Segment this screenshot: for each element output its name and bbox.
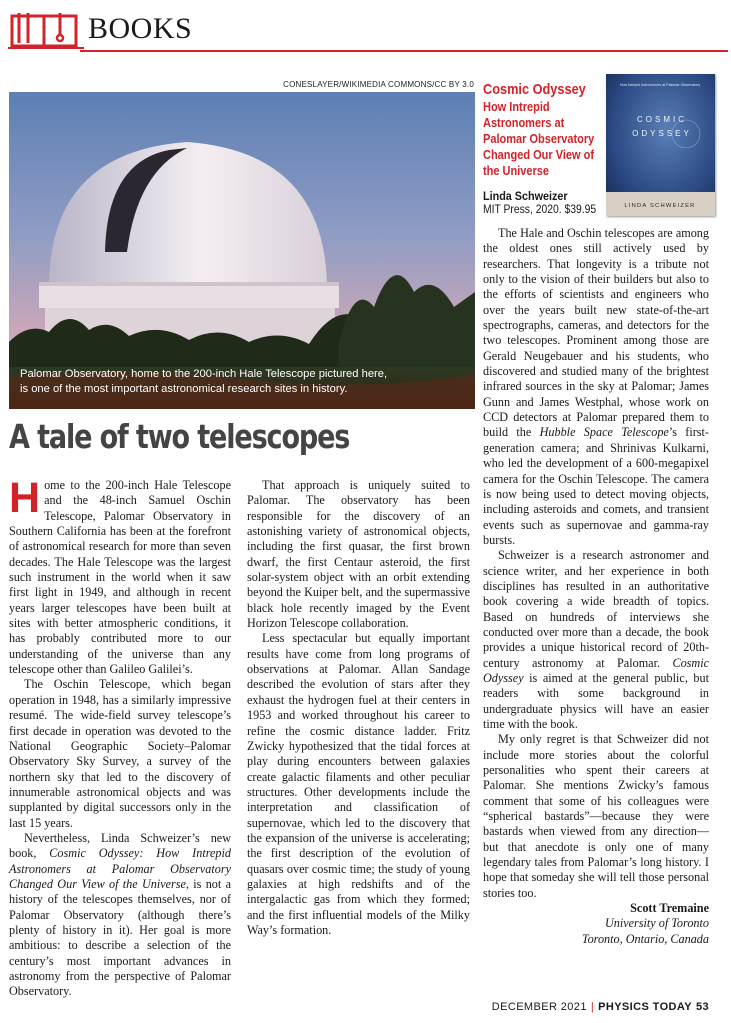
paragraph-7-a: Schweizer is a research astronomer and science writer, and her experience in both disciplines has resulted in an authoritative book covering a wide breadth of topics. Based on hundreds of interviews she conducted over more than a decade, the book provides a unique historical record of 20th-century astronomy at Palomar. — [483, 548, 709, 670]
reviewer-name: Scott Tremaine — [630, 901, 709, 916]
article-column-1 — [9, 474, 231, 1000]
book-author: Linda Schweizer — [483, 189, 568, 203]
paragraph-5: Less spectacular but equally important results have come from long programs of observations at Palomar. Allan Sandage described the evolution of stars after they exhaust the hydrogen fuel at their centers in 1953 and worked throughout his career to refine the cosmic distance ladder. Fritz Zwicky hypothesized that the tidal forces at play during encounters between galaxies create galactic filaments and other peculiar structures. Other developments include the interpretation and classification of supernovae, which led to the discovery that the expansion of the universe is accelerating; the first description of the evolution of quasars over cosmic time; the study of young galaxies at high redshifts and of the intergalactic gas from which they formed; and the first influential models of the Milky Way’s formation. — [247, 631, 470, 937]
reviewer-location: Toronto, Ontario, Canada — [581, 931, 709, 946]
paragraph-7-b: is aimed at the general public, but readers with some background in undergraduate physics will have an easier time with the book. — [483, 670, 709, 731]
paragraph-2: The Oschin Telescope, which began operation in 1948, has a similarly impressive resumé. The wide-field survey telescope’s first decade in operation was devoted to the National Geographic Society–Palomar Observatory Sky Survey, a survey of the northern sky that led to the discovery of innumerable astronomical objects and was supplanted by digital successors only in the last 15 years. — [9, 677, 231, 830]
paragraph-6 — [483, 226, 709, 548]
paragraph-3-b: , is not a history of the telescopes themselves, nor of Palomar Observatory (although there’s plenty of history in it). Her goal is more ambitious: to describe a selection of the century’s most important advances in astronomy from the perspective of Palomar Observatory. — [9, 876, 231, 999]
paragraph-1 — [9, 474, 231, 677]
paragraph-3-a: Nevertheless, Linda Schweizer’s new book, — [9, 830, 231, 861]
footer-separator: | — [590, 1001, 595, 1013]
open-book-icon — [8, 10, 86, 50]
article-column-3 — [483, 226, 709, 947]
section-title: BOOKS — [88, 12, 193, 45]
cover-top-text: How Intrepid Astronomers at Palomar Observatory — [619, 83, 701, 87]
observatory-photo — [9, 92, 475, 409]
article-column-2 — [247, 478, 470, 938]
reviewer-affiliation: University of Toronto — [604, 916, 709, 931]
book-info — [483, 80, 623, 179]
page-number: 53 — [695, 1001, 709, 1013]
paragraph-6-a: The Hale and Oschin telescopes are among the oldest ones still actively used by researchers. That longevity is a tribute not only to the vision of their builders but also to the efforts of scientists and engineers who over the years built new state-of-the-art spectrographs, cameras, and detectors for the two telescopes. Prominent among those are Gerald Neugebauer and his students, who discovered and studied many of the brightest infrared sources in the sky at Palomar; James Gunn and James Westphal, whose work on CCD detectors at Palomar prepared them to build the — [483, 226, 709, 440]
article-headline: A tale of two telescopes — [9, 417, 350, 456]
book-publisher: MIT Press, 2020. $39.95 — [483, 204, 597, 216]
footer-issue: DECEMBER 2021 — [491, 1001, 587, 1013]
drop-cap: H — [9, 474, 41, 522]
paragraph-7 — [483, 548, 709, 732]
book-cover — [606, 74, 715, 216]
caption-line-2: is one of the most important astronomical research sites in history. — [20, 383, 348, 395]
reviewer-signature — [483, 901, 709, 947]
paragraph-4: That approach is uniquely suited to Palomar. The observatory has been responsible for the discovery of an astonishing variety of astronomical objects, including the first quasar, the first brown dwarf, the first Centaur asteroid, the first solar-system object with an orbit extending beyond the Kuiper belt, and the supermassive black hole recently imaged by the Event Horizon Telescope collaboration. — [247, 478, 470, 631]
paragraph-7-book-title: Cosmic Odyssey — [483, 655, 709, 685]
paragraph-3 — [9, 831, 231, 1000]
cover-title-2: ODYSSEY — [632, 129, 692, 138]
cover-author: LINDA SCHWEIZER — [624, 203, 696, 209]
paragraph-6-hubble: Hubble Space Telescope — [539, 425, 669, 440]
paragraph-8: My only regret is that Schweizer did not include more stories about the colorful personalities who spent their careers at Palomar. She mentions Zwicky’s famous comment that some of his colleagues were “spherical bastards”—because they were bastards when viewed from any direction—but that anecdote is only one of many legendary tales from Palomar’s long history. I hope that someday she will tell those personal stories too. — [483, 732, 709, 900]
paragraph-6-b: ’s first-generation camera; and Shrinivas Kulkarni, who led the development of a 600-megapixel camera for the Oschin Telescope. The camera is now being used to detect moving objects, including asteroids and comets, and transient events such as supernovae and gamma-ray bursts. — [483, 425, 709, 547]
book-title: Cosmic Odyssey — [483, 81, 586, 98]
cover-title-1: COSMIC — [637, 115, 687, 124]
book-subtitle: How Intrepid Astronomers at Palomar Observatory Changed Our View of the Universe — [483, 100, 595, 178]
section-header — [8, 8, 728, 52]
paragraph-3-book-title: Cosmic Odyssey: How Intrepid Astronomers at Palomar Observatory Changed Our View of the Universe — [9, 846, 231, 891]
photo-caption — [20, 367, 440, 397]
caption-line-1: Palomar Observatory, home to the 200-inch Hale Telescope pictured here, — [20, 368, 388, 380]
paragraph-1-text: ome to the 200-inch Hale Telescope and the 48-inch Samuel Oschin Telescope, Palomar Observatory in Southern California has been at the forefront of astronomical research for more than seven decades. The Hale Telescope was the largest such instrument in the world when it saw first light in 1949, and although in recent years larger telescopes have been built at sites with better atmospheric conditions, it has probably contributed more to our understanding of the universe than any telescope other than Galileo Galilei’s. — [9, 478, 231, 677]
footer-magazine: PHYSICS TODAY — [598, 1001, 692, 1013]
page-footer — [492, 1001, 709, 1013]
photo-credit: CONESLAYER/WIKIMEDIA COMMONS/CC BY 3.0 — [283, 80, 474, 89]
header-rule — [80, 50, 728, 52]
